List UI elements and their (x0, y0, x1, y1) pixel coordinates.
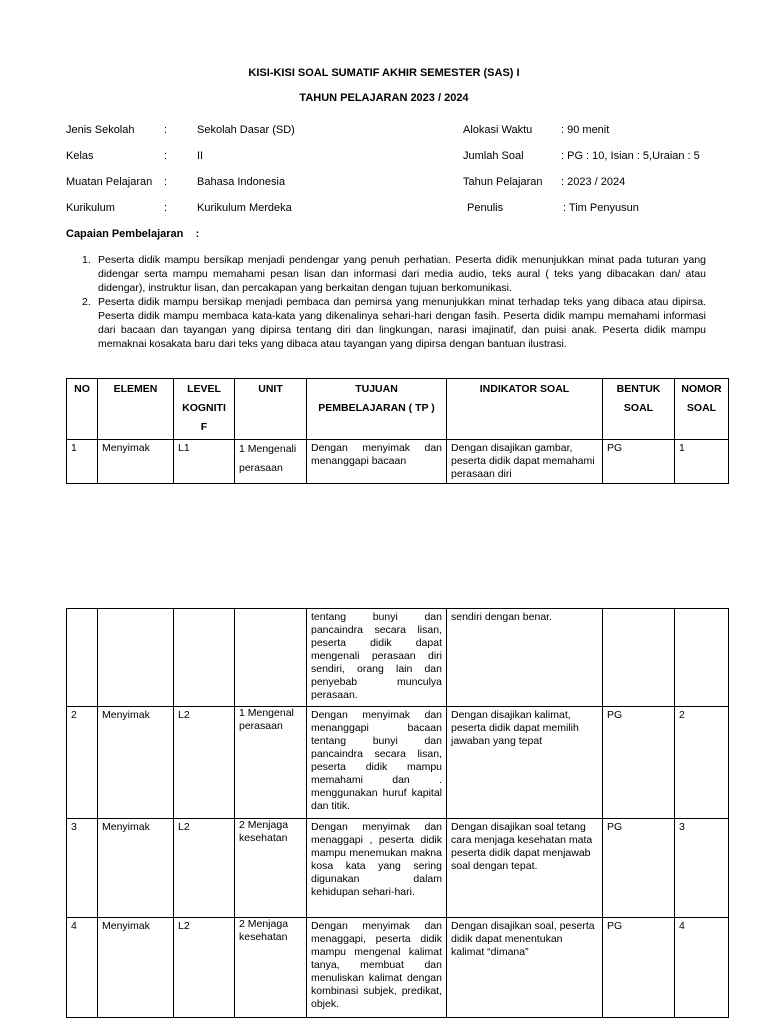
cell-nomor: 3 (675, 819, 729, 918)
cell-bentuk: PG (603, 707, 675, 819)
header-nomor: NOMOR SOAL (675, 379, 729, 440)
cell-nomor: 1 (675, 440, 729, 484)
cell-bentuk: PG (603, 819, 675, 918)
meta-label-kelas: Kelas (66, 150, 94, 162)
kisi-kisi-table-part-1 (66, 378, 729, 484)
cell-tujuan: tentang bunyi dan pancaindra secara lisan, peserta didik dapat mengenali perasaan diri sendiri, orang lain dan penyebab munculya perasaan. (307, 609, 447, 707)
cell-unit: 1 Mengenali perasaan (235, 440, 307, 484)
cell-unit: 2 Menjaga kesehatan (235, 819, 307, 918)
cell-tujuan: Dengan menyimak dan menanggapi bacaan tentang bunyi dan pancaindra secara lisan, peserta didik mampu memahami dan . menggunakan huruf kapital dan titik. (307, 707, 447, 819)
cell-no: 1 (67, 440, 98, 484)
cell-indikator: Dengan disajikan kalimat, peserta didik dapat memilih jawaban yang tepat (447, 707, 603, 819)
meta-value-kurikulum: Kurikulum Merdeka (197, 202, 292, 214)
cell-bentuk: PG (603, 440, 675, 484)
meta-value-penulis: : Tim Penyusun (563, 202, 639, 214)
meta-label-alokasi: Alokasi Waktu (463, 124, 533, 136)
meta-value-jenis-sekolah: Sekolah Dasar (SD) (197, 124, 295, 136)
cell-tujuan: Dengan menyimak dan menaggapi, peserta didik mampu mengenal kalimat tanya, membuat dan menuliskan kalimat dengan kombinasi subjek, predikat, objek. (307, 918, 447, 1018)
meta-label-muatan: Muatan Pelajaran (66, 176, 153, 188)
table-row (67, 819, 729, 918)
meta-label-tahun: Tahun Pelajaran (463, 176, 543, 188)
header-tujuan: TUJUAN PEMBELAJARAN ( TP ) (307, 379, 447, 440)
cell-nomor (675, 609, 729, 707)
meta-label-jenis-sekolah: Jenis Sekolah (66, 124, 135, 136)
list-item (66, 295, 706, 351)
meta-label-kurikulum: Kurikulum (66, 202, 115, 214)
meta-value-alokasi: : 90 menit (561, 124, 610, 136)
meta-value-kelas: II (197, 150, 204, 162)
cell-tujuan: Dengan menyimak dan menaggapi , peserta didik mampu menemukan makna kosa kata yang sering digunakan dalam kehidupan sehari-hari. (307, 819, 447, 918)
capaian-heading: Capaian Pembelajaran : (66, 228, 200, 240)
list-number: 1. (82, 254, 91, 266)
table-header-row (67, 379, 729, 440)
list-text: Peserta didik mampu bersikap menjadi pembaca dan pemirsa yang menunjukkan minat terhadap teks yang dibaca atau dipirsa. Peserta didik mampu membaca kata-kata yang dikenalinya sehari-hari dengan fasih. Peserta didik mampu memahami informasi dari bacaan dan tayangan yang dipirsa tentang diri dan lingkungan, narasi imajinatif, dan puisi anak. Peserta didik mampu memaknai kosakata baru dari teks yang dibaca atau tayangan yang dipirsa dengan bantuan ilustrasi. (98, 296, 706, 350)
header-indikator: INDIKATOR SOAL (447, 379, 603, 440)
table-row (67, 440, 729, 484)
cell-indikator: Dengan disajikan gambar, peserta didik dapat memahami perasaan diri (447, 440, 603, 484)
cell-nomor: 2 (675, 707, 729, 819)
cell-level: L2 (174, 918, 235, 1018)
cell-elemen: Menyimak (98, 819, 174, 918)
meta-label-penulis: Penulis (467, 202, 504, 214)
cell-elemen: Menyimak (98, 440, 174, 484)
table-row (67, 918, 729, 1018)
header-unit: UNIT (235, 379, 307, 440)
capaian-list (66, 253, 706, 351)
list-number: 2. (82, 296, 91, 308)
cell-no: 3 (67, 819, 98, 918)
cell-no: 2 (67, 707, 98, 819)
meta-value-muatan: Bahasa Indonesia (197, 176, 286, 188)
header-bentuk: BENTUK SOAL (603, 379, 675, 440)
cell-bentuk: PG (603, 918, 675, 1018)
cell-indikator: Dengan disajikan soal tetang cara menjaga kesehatan mata peserta didik dapat menjawab soal dengan tepat. (447, 819, 603, 918)
cell-indikator: Dengan disajikan soal, peserta didik dapat menentukan kalimat “dimana” (447, 918, 603, 1018)
header-no: NO (67, 379, 98, 440)
document-title: KISI-KISI SOAL SUMATIF AKHIR SEMESTER (SAS) I (248, 67, 520, 79)
cell-indikator: sendiri dengan benar. (447, 609, 603, 707)
table-row-continuation (67, 609, 729, 707)
cell-level: L2 (174, 707, 235, 819)
meta-label-jumlah-soal: Jumlah Soal (463, 150, 524, 162)
kisi-kisi-table-part-2 (66, 608, 729, 1018)
cell-unit: 2 Menjaga kesehatan (235, 918, 307, 1018)
cell-level (174, 609, 235, 707)
meta-sep: : (164, 124, 168, 136)
cell-tujuan: Dengan menyimak dan menanggapi bacaan (307, 440, 447, 484)
cell-no (67, 609, 98, 707)
cell-nomor: 4 (675, 918, 729, 1018)
cell-elemen (98, 609, 174, 707)
meta-value-jumlah-soal: : PG : 10, Isian : 5,Uraian : 5 (561, 150, 700, 162)
cell-level: L1 (174, 440, 235, 484)
list-item (66, 253, 706, 295)
cell-unit: 1 Mengenal perasaan (235, 707, 307, 819)
list-text: Peserta didik mampu bersikap menjadi pendengar yang penuh perhatian. Peserta didik menunjukkan minat pada tuturan yang didengar serta mampu memahami pesan lisan dan informasi dari media audio, teks aural ( teks yang dibacakan dan/ atau didengar), instruktur lisan, dan percakapan yang berkaitan dengan tujuan berkomunikasi. (98, 254, 706, 294)
document-subtitle: TAHUN PELAJARAN 2023 / 2024 (299, 92, 469, 104)
meta-sep: : (164, 150, 168, 162)
table-row (67, 707, 729, 819)
cell-no: 4 (67, 918, 98, 1018)
cell-elemen: Menyimak (98, 707, 174, 819)
cell-bentuk (603, 609, 675, 707)
meta-sep: : (164, 202, 168, 214)
meta-sep: : (164, 176, 168, 188)
header-elemen: ELEMEN (98, 379, 174, 440)
cell-elemen: Menyimak (98, 918, 174, 1018)
header-level: LEVEL KOGNITI F (174, 379, 235, 440)
cell-level: L2 (174, 819, 235, 918)
meta-value-tahun: : 2023 / 2024 (561, 176, 626, 188)
cell-unit (235, 609, 307, 707)
